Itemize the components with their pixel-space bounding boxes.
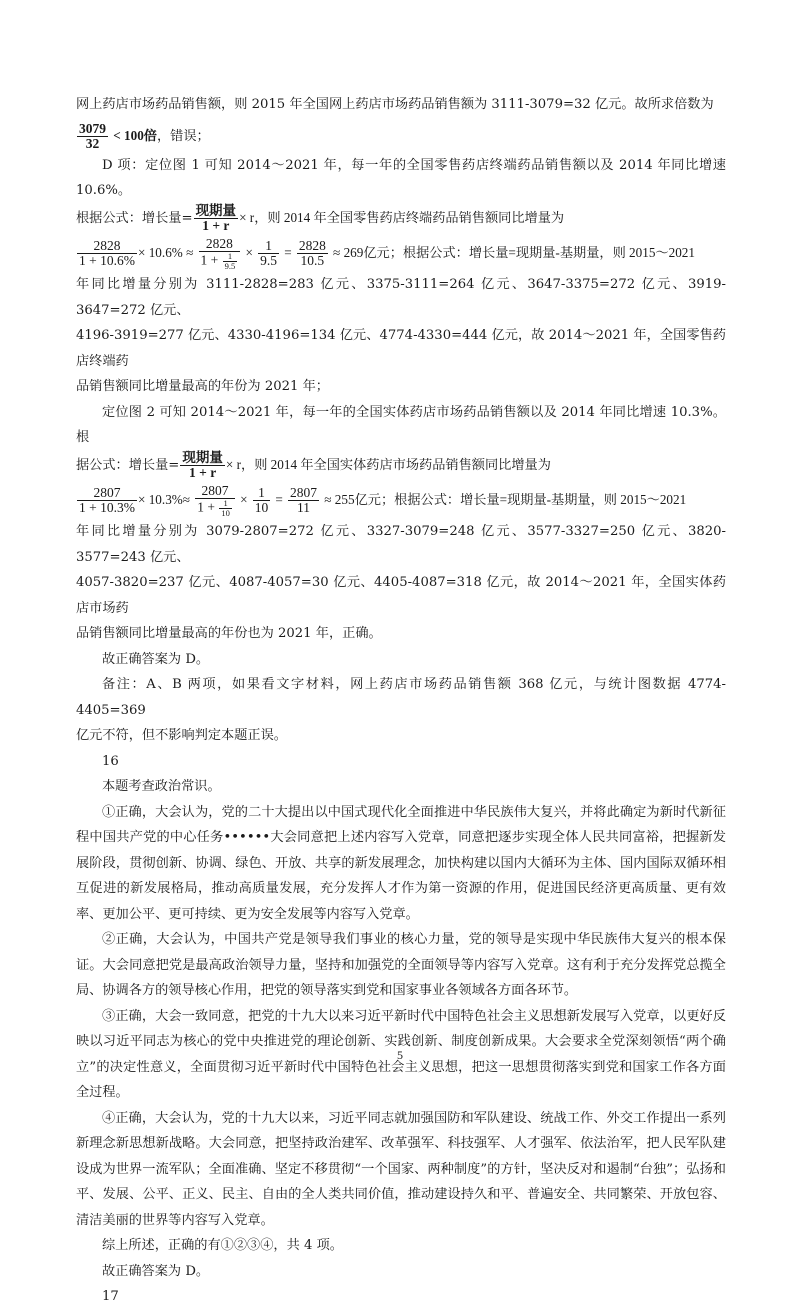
fraction: $\frac{\text{现期量}}{1 + r}$	[195, 202, 237, 234]
text-line: 年同比增量分别为 3079-2807=272 亿元、3327-3079=248 亿元、3577-3327=250 亿元、3820-3577=243 亿元、	[76, 524, 726, 565]
paragraph-4: ④正确，大会认为，党的十九大以来，习近平同志就加强国防和军队建设、统战工作、外交工作提出一系列新理念新思想新战略。大会同意，把坚持政治建军、改革强军、科技强军、人才强军、依法治军，把人民军队建设成为世界一流军队；全面准确、坚定不移贯彻“一个国家、两种制度”的方针，坚决反对和遏制“台独”；弘扬和平、发展、公平、正义、民主、自由的全人类共同价值，推动建设持久和平、普遍安全、共同繁荣、开放包容、清洁美丽的世界等内容写入党章。	[76, 1110, 726, 1228]
equation-line: $\frac{2807}{1 + 10.3\%}$ × 10.3%≈ 2807 1 + $\frac{1}{10}$ × $\frac{1}{10}$ = $\frac{2807}{11}$ ≈ 255亿元；根据公式：增长量=现期量-基期量，则 2015～2021	[79, 483, 687, 518]
formula-line: 据公式：增长量= $\frac{\text{现期量}}{1 + r}$ × r，则 2014 年全国实体药店市场药品销售额同比增量为	[76, 449, 551, 481]
text-line: 品销售额同比增量最高的年份为 2021 年；	[76, 379, 329, 395]
answer-line: 故正确答案为 D。	[102, 651, 210, 667]
text-line: 品销售额同比增量最高的年份也为 2021 年，正确。	[76, 626, 382, 642]
text-line: D 项：定位图 1 可知 2014～2021 年，每一年的全国零售药店终端药品销售额以及 2014 年同比增速 10.6%。	[76, 157, 726, 199]
text-line: 4196-3919=277 亿元、4330-4196=134 亿元、4774-4330=444 亿元，故 2014～2021 年，全国零售药店终端药	[76, 328, 726, 369]
formula-line: 根据公式：增长量= $\frac{\text{现期量}}{1 + r}$ × r，则 2014 年全国零售药店终端药品销售额同比增量为	[76, 202, 565, 234]
fraction: $\frac{2828}{10.5}$	[298, 238, 326, 269]
paragraph-1: ①正确，大会认为，党的二十大提出以中国式现代化全面推进中华民族伟大复兴，并将此确定为新时代新征程中国共产党的中心任务••••••大会同意把上述内容写入党章，同意把逐步实现全体人民共同富裕，把握新发展阶段，贯彻创新、协调、绿色、开放、共享的新发展理念，加快构建以国内大循环为主体、国内国际双循环相互促进的新发展格局，推动高质量发展，充分发挥人才作为第一资源的作用，促进国民经济更高质量、更有效率、更加公平、更可持续、更为安全发展等内容写入党章。	[76, 804, 726, 922]
text-line: 网上药店市场药品销售额，则 2015 年全国网上药店市场药品销售额为 3111-3079=32 亿元。故所求倍数为	[76, 97, 714, 112]
paragraph-3: ③正确，大会一致同意，把党的十九大以来习近平新时代中国特色社会主义思想新发展写入党章，以更好反映以习近平同志为核心的党中央推进党的理论创新、实践创新、制度创新成果。大会要求全党深刻领悟“两个确立”的决定性意义，全面贯彻习近平新时代中国特色社会主义思想，把这一思想贯彻落实到党和国家工作各方面全过程。	[76, 1008, 726, 1101]
text-line: 年同比增量分别为 3111-2828=283 亿元、3375-3111=264 亿元、3647-3375=272 亿元、3919-3647=272 亿元、	[76, 277, 726, 318]
document-body	[76, 92, 726, 1310]
fraction: $\frac{1}{10}$	[254, 485, 269, 516]
answer-line: 故正确答案为 D。	[102, 1263, 210, 1279]
fraction: 2828 1 + $\frac{1}{9.5}$	[199, 237, 241, 270]
paragraph-2: ②正确，大会认为，中国共产党是领导我们事业的核心力量，党的领导是实现中华民族伟大复兴的根本保证。大会同意把党是最高政治领导力量，坚持和加强党的全面领导等内容写入党章。这有利于充分发挥党总揽全局、协调各方的领导核心作用，把党的领导落实到党和国家事业各领域各方面各环节。	[76, 932, 726, 999]
question-number: 17	[102, 1289, 119, 1305]
summary-line: 综上所述，正确的有①②③④，共 4 项。	[102, 1238, 343, 1254]
fraction: $\frac{2828}{1 + 10.6\%}$	[79, 238, 135, 269]
text-line: 4057-3820=237 亿元、4087-4057=30 亿元、4405-4087=318 亿元，故 2014～2021 年，全国实体药店市场药	[76, 575, 726, 616]
note-line: 备注：A、B 两项，如果看文字材料，网上药店市场药品销售额 368 亿元，与统计图数据 4774-4405=369	[76, 677, 726, 718]
equation-line: $\frac{2828}{1 + 10.6\%}$ × 10.6% ≈ 2828 1 + $\frac{1}{9.5}$ × $\frac{1}{9.5}$ = $\frac{2828}{10.5}$ ≈ 269亿元；根据公式：增长量=现期量-基期量，则 2015～2021	[79, 236, 695, 271]
text-line: 定位图 2 可知 2014～2021 年，每一年的全国实体药店市场药品销售额以及 2014 年同比增速 10.3%。根	[76, 404, 726, 446]
fraction: $\frac{1}{9.5}$	[260, 238, 277, 269]
fraction: $\frac{3079}{32}$	[79, 120, 106, 151]
fraction: $\frac{2807}{1 + 10.3\%}$	[79, 485, 135, 516]
page-number: 5	[397, 1048, 403, 1062]
text-line: 本题考查政治常识。	[102, 779, 221, 795]
fraction: $\frac{\text{现期量}}{1 + r}$	[182, 449, 223, 481]
fraction: $\frac{2807}{11}$	[290, 485, 318, 516]
fraction: 2807 1 + $\frac{1}{10}$	[195, 484, 235, 517]
fraction-line: $\frac{3079}{32}$ < 100倍，错误；	[79, 120, 210, 151]
question-number: 16	[102, 753, 119, 769]
text-line: 亿元不符，但不影响判定本题正误。	[76, 728, 287, 744]
